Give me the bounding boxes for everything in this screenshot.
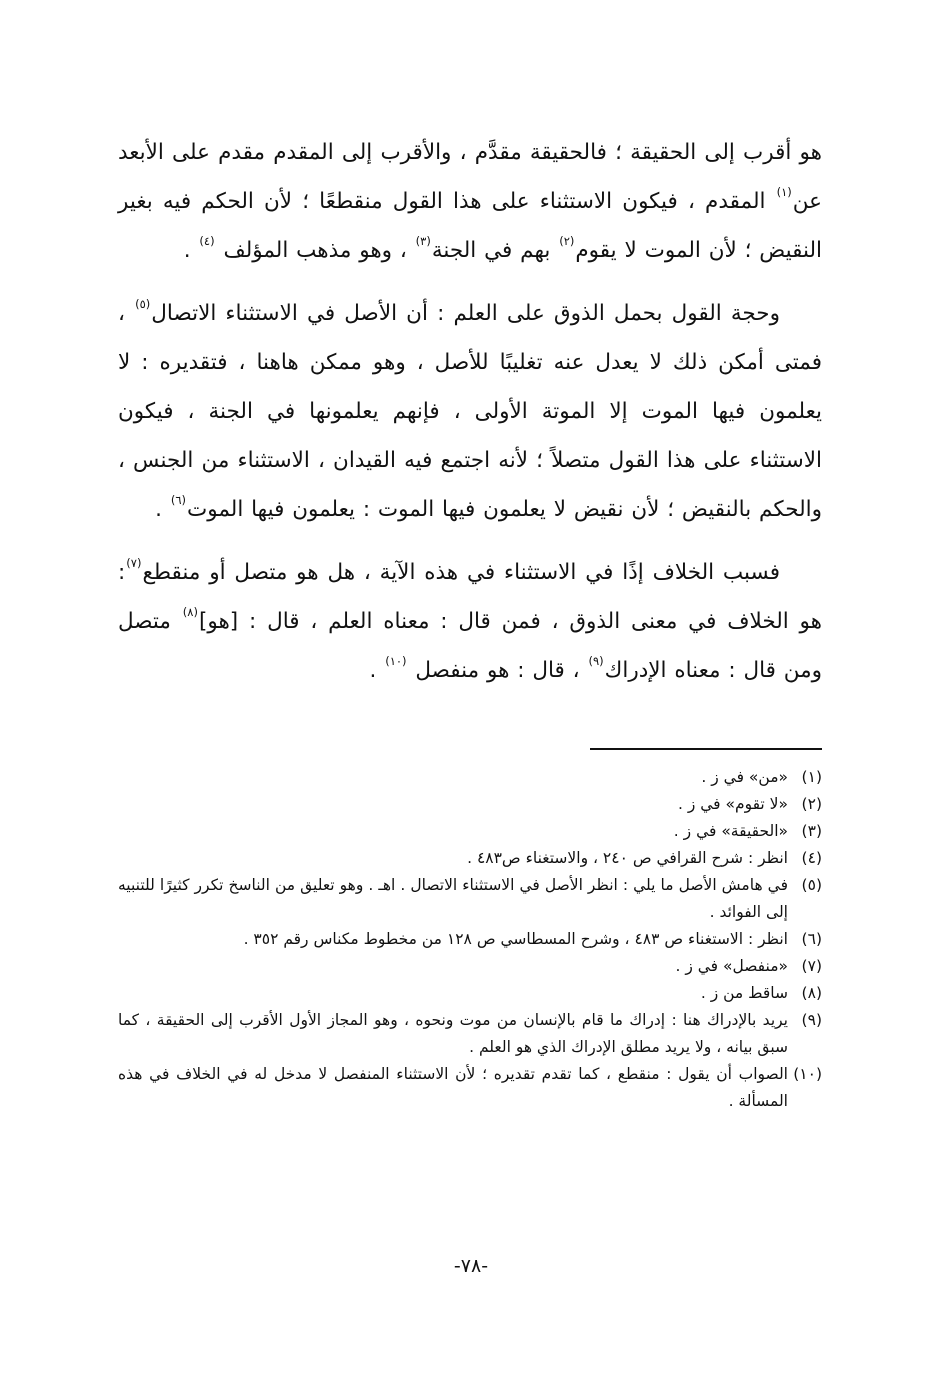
footnote-ref-9: (٩) [588,653,604,668]
text-segment: المقدم ، فيكون الاستثناء على هذا القول منقطعًا ؛ لأن الحكم فيه بغير النقيض ؛ لأن الموت لا يقوم [118,189,822,263]
footnote-1 [118,764,822,791]
footnote-number: (٣) [801,822,822,840]
footnote-number: (٦) [801,930,822,948]
footnote-number: (٥) [801,876,822,894]
footnote-text: «من» في ز . [701,768,788,786]
text-segment: ، فمتى أمكن ذلك لا يعدل عنه تغليبًا للأصل ، وهو ممكن هاهنا ، فتقديره : لا يعلمون فيها الموت إلا الموتة الأولى ، فإنهم يعلمونها في الجنة ، فيكون الاستثناء على هذا القول متصلاً ؛ لأنه اجتمع فيه القيدان ، الاستثناء من الجنس ، والحكم بالنقيض ؛ لأن نقيض لا يعلمون فيها الموت : يعلمون فيها الموت [118,301,822,522]
text-segment: بهم في الجنة [431,238,559,263]
text-segment: . [183,238,199,263]
footnote-ref-4: (٤) [199,233,215,248]
text-segment: ، قال : هو منفصل [407,658,588,683]
footnote-5 [118,872,822,926]
footnote-ref-1: (١) [776,184,792,199]
text-segment: : هو الخلاف في معنى الذوق ، فمن قال : معناه العلم ، قال : [هو] [118,560,822,634]
footnote-text: انظر : شرح القرافي ص ٢٤٠ ، والاستغناء ص٤٨٣ . [467,849,788,867]
footnote-10 [118,1061,822,1115]
footnote-number: (٨) [801,984,822,1002]
footnote-number: (١٠) [793,1065,822,1083]
footnote-ref-2: (٢) [559,233,575,248]
footnote-text: الصواب أن يقول : منقطع ، كما تقدم تقديره ؛ لأن الاستثناء المنفصل لا مدخل له في الخلاف في هذه المسألة . [118,1065,788,1110]
footnote-number: (٧) [801,957,822,975]
text-segment: وحجة القول بحمل الذوق على العلم : أن الأصل في الاستثناء الاتصال [151,301,780,326]
footnote-9 [118,1007,822,1061]
footnote-4 [118,845,822,872]
text-segment: . [369,658,385,683]
footnote-number: (٩) [801,1011,822,1029]
footnote-number: (١) [801,768,822,786]
footnote-text: «لا تقوم» في ز . [677,795,788,813]
footnote-number: (٢) [801,795,822,813]
text-segment: متصل ومن قال : معناه الإدراك [118,609,822,683]
footnote-ref-8: (٨) [182,604,198,619]
paragraph-1 [118,128,822,275]
footnotes [118,764,822,1115]
footnote-separator [590,748,822,750]
footnote-ref-7: (٧) [126,555,142,570]
footnote-number: (٤) [801,849,822,867]
text-segment: ، وهو مذهب المؤلف [215,238,415,263]
page-number: -٧٨- [453,1255,489,1277]
footnote-text: «الحقيقة» في ز . [673,822,788,840]
footnote-2 [118,791,822,818]
footnote-3 [118,818,822,845]
footnote-ref-5: (٥) [135,296,151,311]
text-segment: هو أقرب إلى الحقيقة ؛ فالحقيقة مقدَّم ، والأقرب إلى المقدم مقدم على الأبعد عن [118,140,822,214]
footnote-text: انظر : الاستغناء ص ٤٨٣ ، وشرح المسطاسي ص ١٢٨ من مخطوط مكناس رقم ٣٥٢ . [243,930,788,948]
paragraph-3 [118,548,822,695]
footnote-6 [118,926,822,953]
text-segment: . [155,497,170,522]
footnote-8 [118,980,822,1007]
footnote-7 [118,953,822,980]
footnote-text: ساقط من ز . [700,984,788,1002]
footnote-ref-10: (١٠) [385,653,407,668]
footnote-ref-6: (٦) [170,492,186,507]
text-segment: فسبب الخلاف إذًا في الاستثناء في هذه الآية ، هل هو متصل أو منقطع [142,560,780,585]
footnote-text: في هامش الأصل ما يلي : انظر الأصل في الاستثناء الاتصال . اهـ . وهو تعليق من الناسخ تكرر كثيرًا للتنبيه إلى الفوائد . [118,876,788,921]
footnote-ref-3: (٣) [415,233,431,248]
main-text [118,128,822,695]
footnote-text: «منفصل» في ز . [675,957,788,975]
footnote-text: يريد بالإدراك هنا : إدراك ما قام بالإنسان من موت ونحوه ، وهو المجاز الأول الأقرب إلى الحقيقة ، كما سبق بيانه ، ولا يريد مطلق الإدراك الذي هو العلم . [118,1011,788,1056]
paragraph-2 [118,289,822,534]
